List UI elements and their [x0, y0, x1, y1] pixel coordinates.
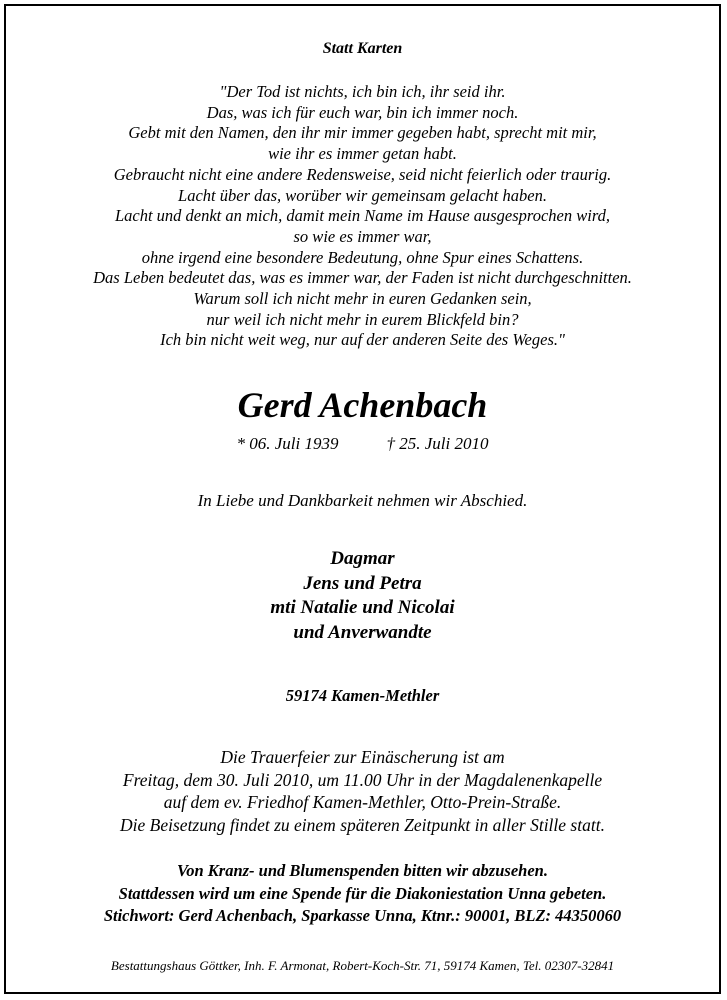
ceremony-line: Die Beisetzung findet zu einem späteren Zeitpunkt in aller Stille statt.	[120, 814, 605, 835]
deceased-name: Gerd Achenbach	[237, 385, 488, 425]
donation-line: Von Kranz- und Blumenspenden bitten wir abzusehen.	[177, 861, 548, 880]
farewell-text: In Liebe und Dankbarkeit nehmen wir Abschied.	[197, 491, 528, 510]
notice-header: Statt Karten	[322, 40, 403, 57]
donation-line: Stichwort: Gerd Achenbach, Sparkasse Unna, Ktnr.: 90001, BLZ: 44350060	[103, 906, 622, 925]
poem-line: Das Leben bedeutet das, was es immer war, der Faden ist nicht durchgeschnitten.	[93, 268, 632, 288]
ceremony-line: auf dem ev. Friedhof Kamen-Methler, Otto-Prein-Straße.	[163, 792, 562, 812]
donation-line: Stattdessen wird um eine Spende für die Diakoniestation Unna gebeten.	[118, 883, 607, 903]
poem-line: Gebraucht nicht eine andere Redensweise, seid nicht feierlich oder traurig.	[113, 164, 612, 184]
ceremony-line: Die Trauerfeier zur Einäscherung ist am	[220, 747, 505, 767]
poem-line: "Der Tod ist nichts, ich bin ich, ihr seid ihr.	[219, 82, 506, 101]
mourner-line: mti Natalie und Nicolai	[270, 597, 455, 618]
mourners-list	[6, 547, 719, 645]
death-date: † 25. Juli 2010	[386, 434, 489, 453]
mourner-line: und Anverwandte	[293, 621, 432, 643]
donation-info	[6, 860, 719, 928]
poem-line: Ich bin nicht weit weg, nur auf der anderen Seite des Weges."	[160, 330, 565, 350]
poem-line: Das, was ich für euch war, bin ich immer noch.	[206, 102, 519, 122]
poem	[6, 82, 719, 351]
mourner-line: Dagmar	[330, 548, 395, 569]
poem-line: wie ihr es immer getan habt.	[268, 144, 457, 164]
poem-line: so wie es immer war,	[293, 226, 432, 246]
mourner-line: Jens und Petra	[303, 572, 422, 594]
ceremony-line: Freitag, dem 30. Juli 2010, um 11.00 Uhr in der Magdalenenkapelle	[122, 769, 603, 790]
poem-line: Lacht über das, worüber wir gemeinsam gelacht haben.	[178, 185, 547, 205]
poem-line: Lacht und denkt an mich, damit mein Name im Hause ausgesprochen wird,	[114, 206, 611, 226]
funeral-home-footer: Bestattungshaus Göttker, Inh. F. Armonat, Robert-Koch-Str. 71, 59174 Kamen, Tel. 02307-32841	[110, 958, 615, 973]
obituary-notice	[4, 4, 721, 994]
life-dates	[6, 434, 719, 454]
poem-line: nur weil ich nicht mehr in eurem Blickfeld bin?	[206, 309, 519, 329]
birth-date: * 06. Juli 1939	[236, 434, 339, 453]
ceremony-info	[6, 746, 719, 836]
poem-line: ohne irgend eine besondere Bedeutung, ohne Spur eines Schattens.	[141, 247, 584, 267]
poem-line: Gebt mit den Namen, den ihr mir immer gegeben habt, sprecht mit mir,	[128, 123, 597, 143]
mourners-location: 59174 Kamen-Methler	[285, 686, 440, 705]
poem-line: Warum soll ich nicht mehr in euren Gedanken sein,	[193, 289, 532, 309]
